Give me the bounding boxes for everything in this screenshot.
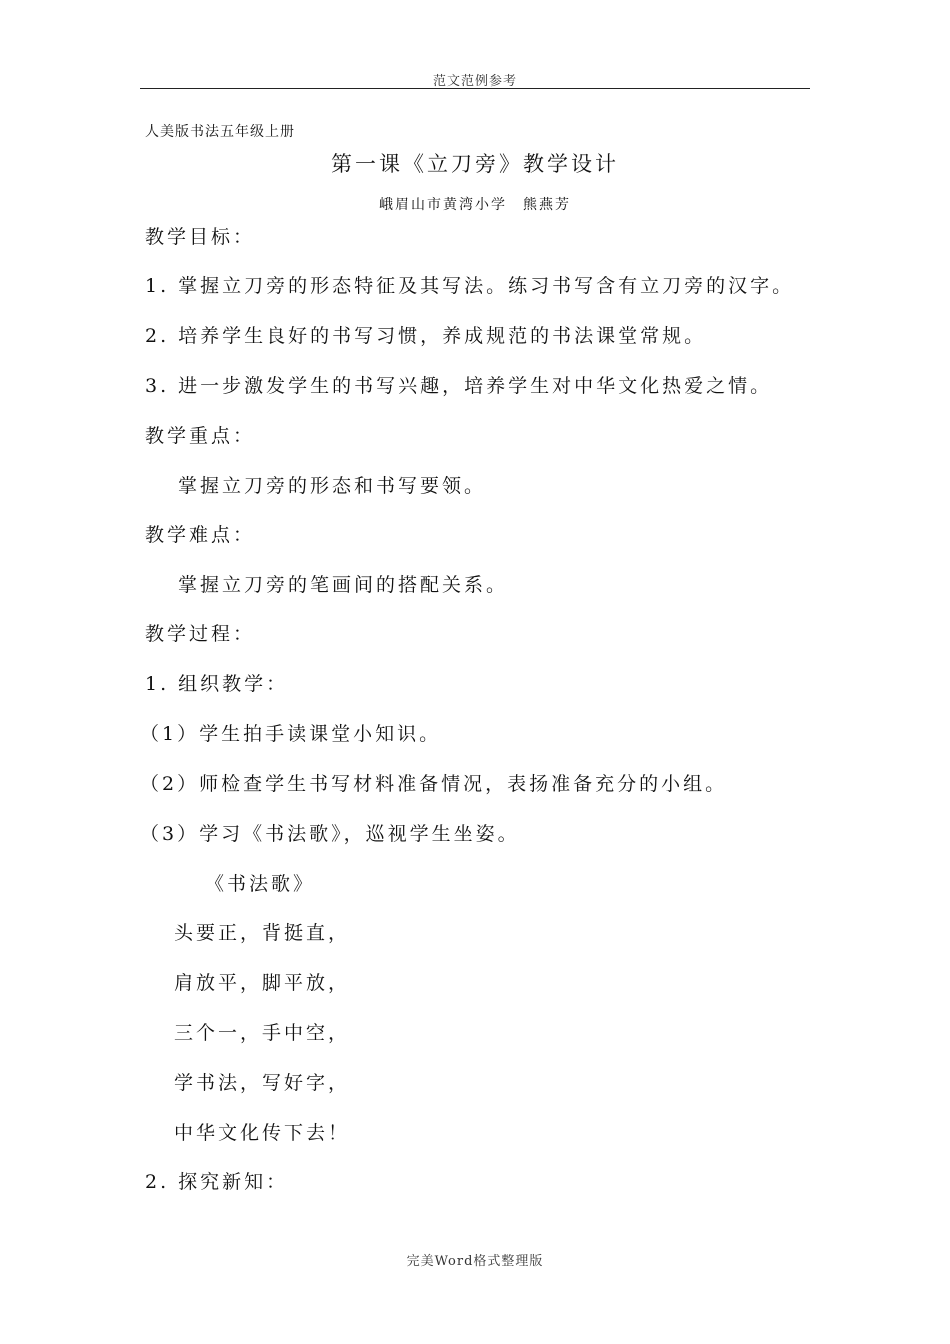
- poem-line: 肩放平，脚平放，: [174, 972, 351, 994]
- poem-line: 头要正，背挺直，: [174, 922, 351, 944]
- objectives-heading: 教学目标：: [145, 226, 256, 248]
- poem-line: 三个一，手中空，: [174, 1022, 351, 1044]
- header-text: 范文范例参考: [432, 74, 517, 89]
- poem-title: 《书法歌》: [205, 873, 316, 895]
- step2-heading: 2. 探究新知：: [145, 1171, 289, 1193]
- objective-item: 1. 掌握立刀旁的形态特征及其写法。练习书写含有立刀旁的汉字。: [145, 275, 795, 297]
- process-heading: 教学过程：: [145, 623, 256, 645]
- step1-item: （1）学生拍手读课堂小知识。: [140, 723, 442, 745]
- step1-item: （3）学习《书法歌》，巡视学生坐姿。: [140, 823, 520, 845]
- author-line: 峨眉山市黄湾小学 熊燕芳: [379, 197, 571, 213]
- page-footer: 完美Word格式整理版: [406, 1254, 544, 1269]
- step1-item: （2）师检查学生书写材料准备情况，表扬准备充分的小组。: [140, 773, 728, 795]
- poem-line: 中华文化传下去！: [174, 1122, 351, 1144]
- series-label: 人美版书法五年级上册: [145, 124, 295, 140]
- poem-line: 学书法，写好字，: [174, 1072, 351, 1094]
- header-rule: [140, 88, 810, 89]
- objective-item: 2. 培养学生良好的书写习惯，养成规范的书法课堂常规。: [145, 325, 707, 347]
- document-title: 第一课《立刀旁》教学设计: [331, 152, 619, 176]
- difficulty-heading: 教学难点：: [145, 524, 256, 546]
- key-point-text: 掌握立刀旁的形态和书写要领。: [178, 475, 487, 497]
- difficulty-text: 掌握立刀旁的笔画间的搭配关系。: [178, 574, 509, 596]
- step1-heading: 1. 组织教学：: [145, 673, 289, 695]
- objective-item: 3. 进一步激发学生的书写兴趣，培养学生对中华文化热爱之情。: [145, 375, 773, 397]
- key-point-heading: 教学重点：: [145, 425, 256, 447]
